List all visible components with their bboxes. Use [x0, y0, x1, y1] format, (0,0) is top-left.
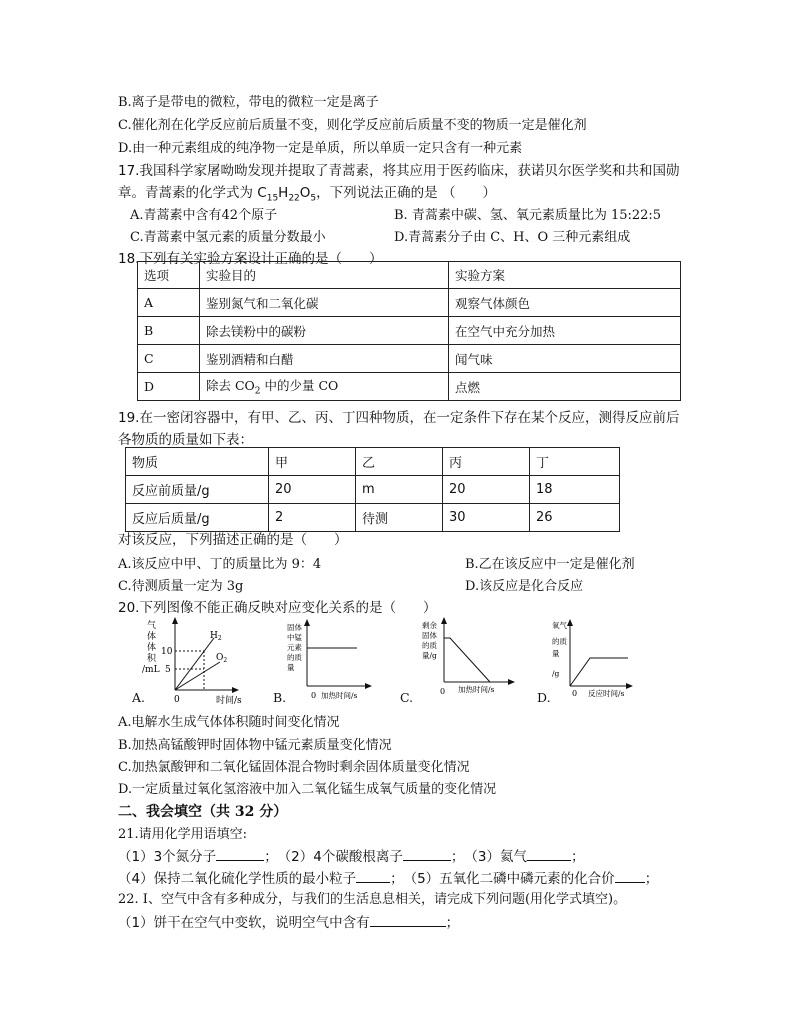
- table-cell: 鉴别酒精和白醋: [200, 345, 449, 373]
- table-cell: 除去镁粉中的碳粉: [200, 317, 449, 345]
- graph-c-origin: 0: [440, 687, 446, 696]
- graph-c-ylabel-1: 剩余: [422, 621, 437, 630]
- graph-c-series: [444, 638, 490, 682]
- table-cell: 闻气味: [449, 345, 681, 373]
- table-cell: 18: [530, 476, 620, 504]
- graph-a-label-o2: $O_2$: [216, 653, 228, 664]
- table-cell: 丙: [443, 448, 530, 476]
- q20-option-b: B.加热高锰酸钾时固体物中锰元素质量变化情况: [118, 738, 392, 753]
- q20-option-a: A.电解水生成气体体积随时间变化情况: [118, 715, 340, 730]
- table-row: [126, 504, 620, 532]
- table-row: [138, 262, 681, 289]
- graph-d-origin: 0: [572, 689, 578, 698]
- graph-c-ylabel-4: 量/g: [422, 651, 437, 660]
- q19-question: 对该反应，下列描述正确的是（ ）: [118, 532, 348, 548]
- graph-b: [285, 616, 385, 704]
- graph-c-ylabel-3: 的质: [422, 641, 437, 650]
- q20-option-c: C.加热氯酸钾和二氧化锰固体混合物时剩余固体质量变化情况: [118, 760, 470, 775]
- table-cell: 反应前质量/g: [126, 476, 269, 504]
- q17-stem-line2: 章。青蒿素的化学式为 $C_{15}H_{22}O_5$，下列说法正确的是 （ ）: [118, 185, 496, 204]
- table-cell: 20: [443, 476, 530, 504]
- q19-option-a: A.该反应中甲、丁的质量比为 9：4: [118, 557, 322, 572]
- q19-stem-line1: 19.在一密闭容器中，有甲、乙、丙、丁四种物质，在一定条件下存在某个反应，测得反应前后: [118, 410, 680, 426]
- table-cell: 选项: [138, 262, 200, 289]
- q19-option-d: D.该反应是化合反应: [465, 579, 584, 594]
- table-row: [138, 317, 681, 345]
- graph-c-option-label: C.: [400, 690, 414, 705]
- q17-option-c: C.青蒿素中氢元素的质量分数最小: [130, 230, 326, 245]
- graph-d-x-arrow: [626, 683, 633, 689]
- graph-a-ylabel-2: 体: [147, 632, 157, 642]
- table-cell: 观察气体颜色: [449, 289, 681, 317]
- table-cell: 物质: [126, 448, 269, 476]
- q19-table: [125, 447, 620, 532]
- table-row: [126, 448, 620, 476]
- graph-c-y-arrow: [441, 617, 447, 624]
- answer-blank[interactable]: [216, 847, 264, 861]
- graph-a-ylabel-1: 气: [147, 621, 157, 631]
- q19-option-c: C.待测质量一定为 3g: [118, 579, 244, 594]
- table-row: [138, 345, 681, 373]
- graph-b-ylabel-3: 元素: [287, 643, 302, 652]
- graph-a-series-h2: [175, 638, 214, 690]
- table-cell: B: [138, 317, 200, 345]
- graph-c: [420, 616, 530, 704]
- graph-c-xlabel: 加热时间/s: [458, 685, 495, 694]
- graph-b-option-label: B.: [273, 690, 287, 705]
- table-cell: 点燃: [449, 373, 681, 401]
- q19-option-b: B.乙在该反应中一定是催化剂: [465, 557, 635, 572]
- graph-a-xlabel: 时间/s: [216, 696, 242, 704]
- table-row: [138, 373, 681, 401]
- table-row: [126, 476, 620, 504]
- table-cell: 反应后质量/g: [126, 504, 269, 532]
- table-cell: C: [138, 345, 200, 373]
- graph-a-ylabel-4: 积: [147, 654, 157, 664]
- q17-option-d: D.青蒿素分子由 C、H、O 三种元素组成: [394, 230, 631, 245]
- answer-blank[interactable]: [370, 913, 446, 927]
- q17-option-a: A.青蒿素中含有42个原子: [130, 208, 278, 223]
- table-cell: 26: [530, 504, 620, 532]
- table-cell: m: [356, 476, 443, 504]
- graph-a-y-arrow: [172, 617, 178, 624]
- graph-b-xlabel: 加热时间/s: [321, 691, 358, 700]
- graph-a-tick-10: 10: [161, 647, 173, 657]
- table-cell: 2: [269, 504, 356, 532]
- graph-b-ylabel-5: 量: [287, 663, 295, 672]
- graph-a-option-label: A.: [132, 690, 146, 705]
- graph-d-ylabel-3: 量: [552, 649, 560, 658]
- graph-b-y-arrow: [304, 619, 310, 626]
- q22-line1: （1）饼干在空气中变软，说明空气中含有 ；: [118, 915, 460, 931]
- q21-line1: （1）3个氮分子 ； （2）4个碳酸根离子 ； （3）氦气 ；: [118, 849, 585, 865]
- graph-a-series-o2: [175, 662, 220, 690]
- graph-d-ylabel-4: /g: [552, 669, 560, 678]
- table-cell: 待测: [356, 504, 443, 532]
- table-cell: 20: [269, 476, 356, 504]
- table-cell: 实验方案: [449, 262, 681, 289]
- graph-d-ylabel-2: 的质: [552, 637, 567, 646]
- answer-blank[interactable]: [403, 847, 451, 861]
- q17-stem-line1: 17.我国科学家屠呦呦发现并提取了青蒿素，将其应用于医药临床，获诺贝尔医学奖和共和国勋: [118, 163, 680, 179]
- answer-blank[interactable]: [615, 869, 645, 883]
- answer-blank[interactable]: [356, 869, 390, 883]
- graph-d-ylabel-1: 氧气: [552, 621, 567, 630]
- graph-d-series: [570, 658, 628, 686]
- table-cell: A: [138, 289, 200, 317]
- graph-b-origin: 0: [311, 691, 317, 700]
- q16-option-d: D.由一种元素组成的纯净物一定是单质，所以单质一定只含有一种元素: [118, 141, 523, 156]
- q18-table: [137, 261, 681, 401]
- table-cell: 实验目的: [200, 262, 449, 289]
- graph-b-x-arrow: [365, 683, 372, 689]
- table-cell: 鉴别氮气和二氧化碳: [200, 289, 449, 317]
- answer-blank[interactable]: [527, 847, 571, 861]
- table-cell: 丁: [530, 448, 620, 476]
- section-title: 二、我会填空（共 32 分）: [118, 804, 288, 820]
- q16-option-c: C.催化剂在化学反应前后质量不变，则化学反应前后质量不变的物质一定是催化剂: [118, 118, 587, 133]
- q22-stem: 22. Ⅰ、空气中含有多种成分，与我们的生活息息相关，请完成下列问题(用化学式填空)。: [118, 892, 627, 907]
- graph-b-ylabel-1: 固体: [287, 623, 302, 632]
- table-cell: 30: [443, 504, 530, 532]
- graph-b-ylabel-4: 的质: [287, 653, 302, 662]
- graph-c-x-arrow: [508, 679, 515, 685]
- graph-d-xlabel: 反应时间/s: [588, 689, 625, 698]
- table-cell: 乙: [356, 448, 443, 476]
- q17-option-b: B. 青蒿素中碳、氢、氧元素质量比为 15:22:5: [394, 208, 662, 223]
- graph-b-ylabel-2: 中锰: [287, 633, 302, 642]
- graph-d-y-arrow: [567, 619, 573, 626]
- q19-stem-line2: 各物质的质量如下表：: [118, 432, 253, 448]
- graph-a-label-h2: $H_2$: [210, 631, 222, 642]
- q21-stem: 21.请用化学用语填空:: [118, 827, 248, 842]
- graph-a-ylabel-5: /mL: [142, 665, 160, 675]
- q16-option-b: B.离子是带电的微粒，带电的微粒一定是离子: [118, 95, 379, 110]
- graph-d: [548, 616, 643, 704]
- q18-stem: 18.下列有关实验方案设计正确的是（ ）: [118, 251, 383, 267]
- graph-d-option-label: D.: [537, 690, 551, 705]
- q21-line2: （4）保持二氧化硫化学性质的最小粒子 ； （5）五氧化二磷中磷元素的化合价 ；: [118, 871, 659, 887]
- graph-c-ylabel-2: 固体: [422, 631, 437, 640]
- table-cell: 在空气中充分加热: [449, 317, 681, 345]
- table-cell: 甲: [269, 448, 356, 476]
- graph-a-tick-5: 5: [165, 665, 171, 675]
- table-cell: 除去 $CO_2$ 中的少量 CO: [200, 373, 449, 401]
- graph-a-ylabel-3: 体: [147, 643, 157, 653]
- q20-stem: 20.下列图像不能正确反映对应变化关系的是（ ）: [118, 600, 437, 616]
- table-row: [138, 289, 681, 317]
- graph-a-origin: 0: [174, 695, 180, 704]
- graph-a: [140, 616, 260, 704]
- table-cell: D: [138, 373, 200, 401]
- graph-a-x-arrow: [232, 687, 239, 693]
- q20-option-d: D.一定质量过氧化氢溶液中加入二氧化锰生成氧气质量的变化情况: [118, 782, 497, 797]
